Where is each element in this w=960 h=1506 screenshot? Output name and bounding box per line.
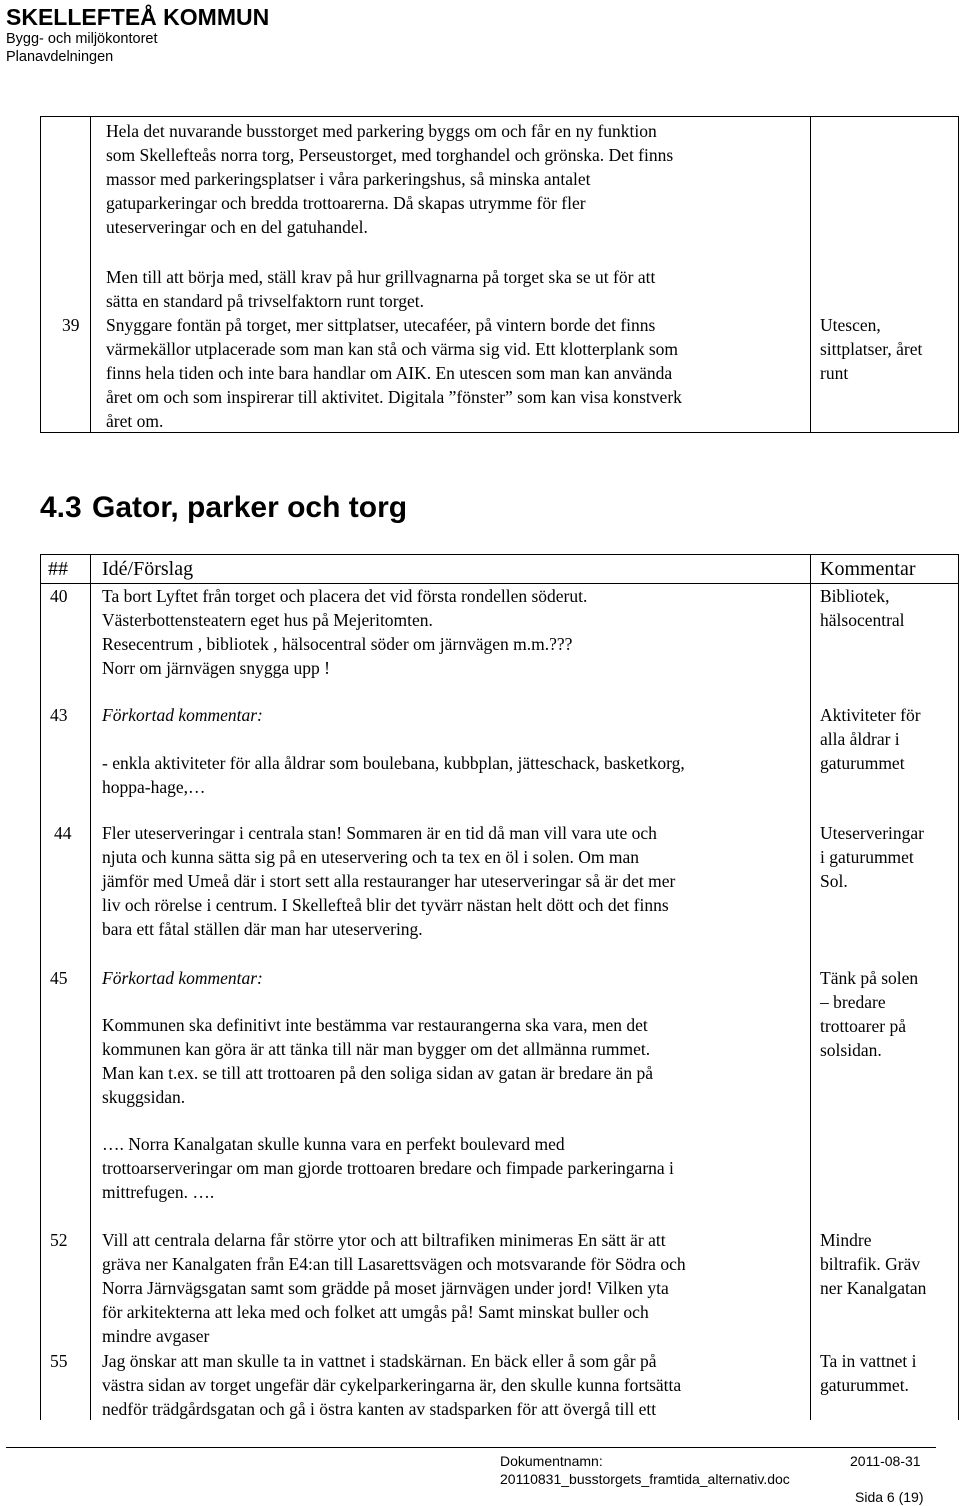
header-num: ## <box>48 558 68 580</box>
header-idea: Idé/Förslag <box>102 558 194 580</box>
idea-line: finns hela tiden och inte bara handlar om AIK. En utescen som man kan använda <box>106 363 673 383</box>
idea-line: året om och som inspirerar till aktivitet. Digitala ”fönster” som kan visa konstverk <box>106 387 682 407</box>
org-title: SKELLEFTEÅ KOMMUN <box>6 4 270 30</box>
idea-line: Västerbottensteatern eget hus på Mejeritomten. <box>102 610 433 630</box>
intro-line: massor med parkeringsplatser i våra parkeringshus, så minska antalet <box>106 169 591 189</box>
comment-line: Utescen, <box>820 315 881 335</box>
comment-line: trottoarer på <box>820 1016 906 1036</box>
idea-line: Man kan t.ex. se till att trottoaren på den soliga sidan av gatan är bredare än på <box>102 1063 654 1083</box>
section-number: 4.3 <box>40 491 82 524</box>
row-number: 39 <box>62 315 80 335</box>
idea-line: …. Norra Kanalgatan skulle kunna vara en perfekt boulevard med <box>102 1134 565 1154</box>
idea-line: Norr om järnvägen snygga upp ! <box>102 658 330 678</box>
intro-line: uteserveringar och en del gatuhandel. <box>106 217 368 237</box>
comment-line: Mindre <box>820 1230 872 1250</box>
idea-line: gräva ner Kanalgaten från E4:an till Lasarettsvägen och motsvarande för Södra och <box>102 1254 686 1274</box>
department: Bygg- och miljökontoret <box>6 31 158 47</box>
row-number: 43 <box>50 705 68 725</box>
comment-line: runt <box>820 363 849 383</box>
comment-line: hälsocentral <box>820 610 905 630</box>
intro2-line: Men till att börja med, ställ krav på hur grillvagnarna på torget ska se ut för att <box>106 267 656 287</box>
idea-line: kommunen kan göra är att tänka till när man bygger om det allmänna rummet. <box>102 1039 651 1059</box>
doc-name-label: Dokumentnamn: <box>500 1453 603 1469</box>
idea-line: Kommunen ska definitivt inte bestämma var restaurangerna ska vara, men det <box>102 1015 648 1035</box>
intro2-line: sätta en standard på trivselfaktorn runt torget. <box>106 291 424 311</box>
intro-line: Hela det nuvarande busstorget med parkering byggs om och får en ny funktion <box>106 121 657 141</box>
idea-line: västra sidan av torget ungefär där cykelparkeringarna är, den skulle kunna fortsätta <box>102 1375 682 1395</box>
idea-line: Fler uteserveringar i centrala stan! Sommaren är en tid då man vill vara ute och <box>102 823 657 843</box>
doc-filename: 20110831_busstorgets_framtida_alternativ.doc <box>500 1471 790 1487</box>
intro-line: som Skellefteås norra torg, Perseustorget, med torghandel och grönska. Det finns <box>106 145 674 165</box>
page-number: Sida 6 (19) <box>855 1489 924 1505</box>
idea-line: bara ett fåtal ställen där man har uteservering. <box>102 919 423 939</box>
doc-date: 2011-08-31 <box>850 1453 921 1469</box>
idea-line: Resecentrum , bibliotek , hälsocentral söder om järnvägen m.m.??? <box>102 634 573 654</box>
row-number: 52 <box>50 1230 68 1250</box>
idea-line: Snyggare fontän på torget, mer sittplatser, utecaféer, på vintern borde det finns <box>106 315 656 335</box>
idea-line: - enkla aktiviteter för alla åldrar som boulebana, kubbplan, jätteschack, basketkorg, <box>102 753 685 773</box>
comment-line: biltrafik. Gräv <box>820 1254 921 1274</box>
header-comment: Kommentar <box>820 558 916 580</box>
footer <box>0 1420 960 1504</box>
idea-line: trottoarserveringar om man gjorde trottoaren bredare och fimpade parkeringarna i <box>102 1158 674 1178</box>
idea-line: njuta och kunna sätta sig på en uteservering och ta tex en öl i solen. Om man <box>102 847 640 867</box>
idea-line: för arkitekterna att leka med och folket att umgås på! Samt minskat buller och <box>102 1302 649 1322</box>
comment-line: ner Kanalgatan <box>820 1278 927 1298</box>
comment-line: alla åldrar i <box>820 729 900 749</box>
idea-line: skuggsidan. <box>102 1087 186 1107</box>
comment-line: Sol. <box>820 871 848 891</box>
comment-line: solsidan. <box>820 1040 882 1060</box>
section-title: Gator, parker och torg <box>92 491 408 524</box>
idea-line: Ta bort Lyftet från torget och placera det vid första rondellen söderut. <box>102 586 588 606</box>
unit: Planavdelningen <box>6 49 114 65</box>
comment-line: Tänk på solen <box>820 968 919 988</box>
idea-line: liv och rörelse i centrum. I Skellefteå blir det tyvärr nästan helt dött och det finns <box>102 895 669 915</box>
comment-line: sittplatser, året <box>820 339 923 359</box>
abbreviated-comment-label: Förkortad kommentar: <box>102 705 263 725</box>
idea-line: nedför trädgårdsgatan och gå i östra kanten av stadsparken för att övergå till ett <box>102 1399 657 1419</box>
idea-line: mittrefugen. …. <box>102 1182 215 1202</box>
row-number: 40 <box>50 586 68 606</box>
comment-line: – bredare <box>820 992 886 1012</box>
comment-line: gaturummet. <box>820 1375 909 1395</box>
comment-line: gaturummet <box>820 753 905 773</box>
comment-line: i gaturummet <box>820 847 914 867</box>
row-number: 55 <box>50 1351 68 1371</box>
row-number: 44 <box>54 823 72 843</box>
row-number: 45 <box>50 968 68 988</box>
idea-line: jämför med Umeå där i stort sett alla restauranger har uteserveringar så är det mer <box>102 871 676 891</box>
intro-line: gatuparkeringar och bredda trottoarerna. Då skapas utrymme för fler <box>106 193 586 213</box>
comment-line: Uteserveringar <box>820 823 924 843</box>
comment-line: Bibliotek, <box>820 586 890 606</box>
abbreviated-comment-label: Förkortad kommentar: <box>102 968 263 988</box>
idea-line: hoppa-hage,… <box>102 777 206 797</box>
idea-line: Vill att centrala delarna får större ytor och att biltrafiken minimeras En sätt är att <box>102 1230 666 1250</box>
comment-line: Aktiviteter för <box>820 705 921 725</box>
comment-line: Ta in vattnet i <box>820 1351 917 1371</box>
idea-line: värmekällor utplacerade som man kan stå och värma sig vid. Ett klotterplank som <box>106 339 678 359</box>
idea-line: Norra Järnvägsgatan samt som grädde på moset järnvägen under jord! Vilken yta <box>102 1278 669 1298</box>
idea-line: mindre avgaser <box>102 1326 210 1346</box>
idea-line: Jag önskar att man skulle ta in vattnet i stadskärnan. En bäck eller å som går på <box>102 1351 657 1371</box>
idea-line: året om. <box>106 411 164 431</box>
